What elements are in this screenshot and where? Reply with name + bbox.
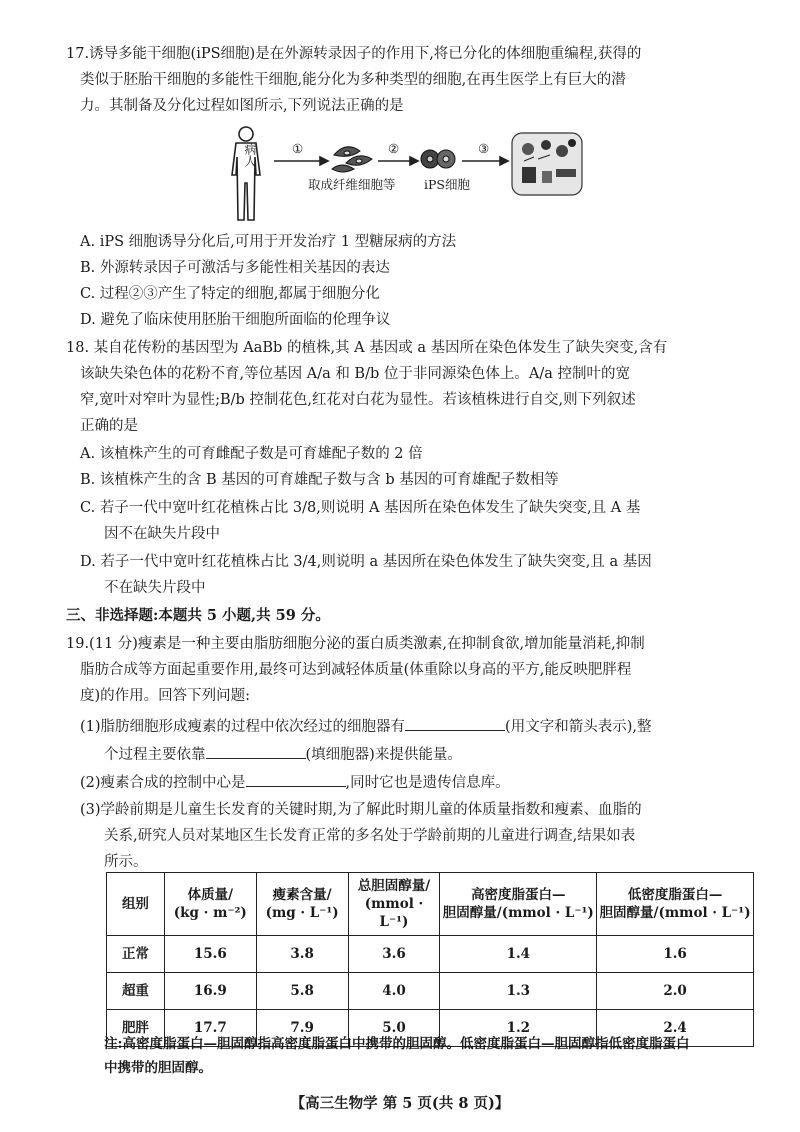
q19-part1-text-b: (用文字和箭头表示),整 xyxy=(505,719,652,735)
header-ldl-cholesterol: 低密度脂蛋白— 胆固醇量/(mmol · L⁻¹) xyxy=(597,873,754,936)
q19-stem-line3: 度)的作用。回答下列问题: xyxy=(80,688,251,704)
section-3-heading: 三、非选择题:本题共 5 小题,共 59 分。 xyxy=(66,607,330,624)
table-note-line2: 中携带的胆固醇。 xyxy=(104,1060,212,1076)
step-3-label: ③ xyxy=(478,141,490,156)
bmi-leptin-lipid-table xyxy=(106,872,754,1047)
q17-stem-line3: 力。其制备及分化过程如图所示,下列说法正确的是 xyxy=(80,98,404,114)
q19-part2-text-a: (2)瘦素合成的控制中心是 xyxy=(80,775,246,791)
cell-bmi: 17.7 xyxy=(164,1010,256,1047)
differentiated-cells-icon xyxy=(512,133,582,195)
q19-part1-text-c: 个过程主要依靠 xyxy=(104,747,206,763)
fibroblast-cells-icon xyxy=(332,147,372,172)
q18-option-c-line2: 因不在缺失片段中 xyxy=(104,526,220,542)
cell-ldl: 1.6 xyxy=(597,936,754,973)
q18-option-b: B. 该植株产生的含 B 基因的可育雄配子数与含 b 基因的可育雄配子数相等 xyxy=(80,472,559,488)
q19-stem-line2: 脂肪合成等方面起重要作用,最终可达到减轻体质量(体重除以身高的平方,能反映肥胖程 xyxy=(80,662,632,678)
header-group: 组别 xyxy=(107,873,165,936)
table-header-row xyxy=(107,873,754,936)
header-leptin: 瘦素含量/ (mg · L⁻¹) xyxy=(256,873,348,936)
q18-stem-line4: 正确的是 xyxy=(80,418,138,434)
patient-silhouette-icon xyxy=(232,127,260,220)
cell-leptin: 3.8 xyxy=(256,936,348,973)
header-bmi: 体质量/ (kg · m⁻²) xyxy=(164,873,256,936)
ips-process-figure xyxy=(228,125,588,225)
table-row xyxy=(107,973,754,1010)
q18-option-d-line1: D. 若子一代中宽叶红花植株占比 3/4,则说明 a 基因所在染色体发生了缺失突变,且 a 基因 xyxy=(80,554,652,570)
fibroblast-label: 取成纤维细胞等 xyxy=(308,177,396,192)
q18-stem-line3: 窄,宽叶对窄叶为显性;B/b 控制花色,红花对白花为显性。若该植株进行自交,则下列叙述 xyxy=(80,392,636,408)
q19-part1-blank-1[interactable] xyxy=(405,714,505,731)
q19-part1-blank-2[interactable] xyxy=(206,742,306,759)
cell-bmi: 15.6 xyxy=(164,936,256,973)
q18-stem-line2: 该缺失染色体的花粉不育,等位基因 A/a 和 B/b 位于非同源染色体上。A/a 控制叶的宽 xyxy=(80,366,630,382)
q17-option-a: A. iPS 细胞诱导分化后,可用于开发治疗 1 型糖尿病的方法 xyxy=(80,234,457,250)
table-note-line1: 注:高密度脂蛋白—胆固醇指高密度脂蛋白中携带的胆固醇。低密度脂蛋白—胆固醇指低密度脂蛋白 xyxy=(104,1036,690,1052)
cell-leptin: 7.9 xyxy=(256,1010,348,1047)
q18-stem-line1: 18. 某自花传粉的基因型为 AaBb 的植株,其 A 基因或 a 基因所在染色体发生了缺失突变,含有 xyxy=(66,340,668,356)
page-footer: 【高三生物学 第 5 页(共 8 页)】 xyxy=(290,1095,510,1112)
cell-group: 正常 xyxy=(107,936,165,973)
q17-stem-line2: 类似于胚胎干细胞的多能性干细胞,能分化为多种类型的细胞,在再生医学上有巨大的潜 xyxy=(80,72,626,88)
q17-option-b: B. 外源转录因子可激活与多能性相关基因的表达 xyxy=(80,260,390,276)
q18-option-d-line2: 不在缺失片段中 xyxy=(104,580,206,596)
q19-part1-text-a: (1)脂肪细胞形成瘦素的过程中依次经过的细胞器有 xyxy=(80,719,406,735)
cell-total-cholesterol: 5.0 xyxy=(348,1010,440,1047)
cell-total-cholesterol: 3.6 xyxy=(348,936,440,973)
patient-label: 病人 xyxy=(243,143,257,167)
q17-stem-line1: 17.诱导多能干细胞(iPS细胞)是在外源转录因子的作用下,将已分化的体细胞重编程,获得的 xyxy=(66,46,642,62)
q19-part1-line2 xyxy=(104,742,462,767)
cell-hdl: 1.3 xyxy=(440,973,597,1010)
cell-total-cholesterol: 4.0 xyxy=(348,973,440,1010)
cell-ldl: 2.4 xyxy=(597,1010,754,1047)
step-2-label: ② xyxy=(388,141,400,156)
q19-part2-text-b: ,同时它也是遗传信息库。 xyxy=(345,775,510,791)
q17-option-d: D. 避免了临床使用胚胎干细胞所面临的伦理争议 xyxy=(80,312,391,328)
ips-cell-label: iPS细胞 xyxy=(424,177,470,192)
q18-option-c-line1: C. 若子一代中宽叶红花植株占比 3/8,则说明 A 基因所在染色体发生了缺失突变,且 A 基 xyxy=(80,500,641,516)
q19-part2-blank[interactable] xyxy=(246,770,346,787)
q19-part1-line1 xyxy=(80,714,651,739)
cell-leptin: 5.8 xyxy=(256,973,348,1010)
q19-part3-line3: 所示。 xyxy=(104,854,148,870)
header-hdl-cholesterol: 高密度脂蛋白— 胆固醇量/(mmol · L⁻¹) xyxy=(440,873,597,936)
q17-option-c: C. 过程②③产生了特定的细胞,都属于细胞分化 xyxy=(80,286,380,302)
cell-group: 肥胖 xyxy=(107,1010,165,1047)
step-1-label: ① xyxy=(292,141,304,156)
q19-part1-text-d: (填细胞器)来提供能量。 xyxy=(305,747,462,763)
cell-hdl: 1.2 xyxy=(440,1010,597,1047)
ips-cells-icon xyxy=(421,150,455,168)
q19-part2-line xyxy=(80,770,510,795)
table-row xyxy=(107,936,754,973)
ips-process-diagram xyxy=(228,125,588,225)
q18-option-a: A. 该植株产生的可育雌配子数是可育雄配子数的 2 倍 xyxy=(80,446,423,462)
q19-stem-line1: 19.(11 分)瘦素是一种主要由脂肪细胞分泌的蛋白质类激素,在抑制食欲,增加能量消耗,抑制 xyxy=(66,636,645,652)
q19-part3-line2: 关系,研究人员对某地区生长发育正常的多名处于学龄前期的儿童进行调查,结果如表 xyxy=(104,828,636,844)
header-total-cholesterol: 总胆固醇量/ (mmol · L⁻¹) xyxy=(348,873,440,936)
q19-part3-line1: (3)学龄前期是儿童生长发育的关键时期,为了解此时期儿童的体质量指数和瘦素、血脂的 xyxy=(80,802,642,818)
cell-group: 超重 xyxy=(107,973,165,1010)
cell-ldl: 2.0 xyxy=(597,973,754,1010)
cell-hdl: 1.4 xyxy=(440,936,597,973)
cell-bmi: 16.9 xyxy=(164,973,256,1010)
